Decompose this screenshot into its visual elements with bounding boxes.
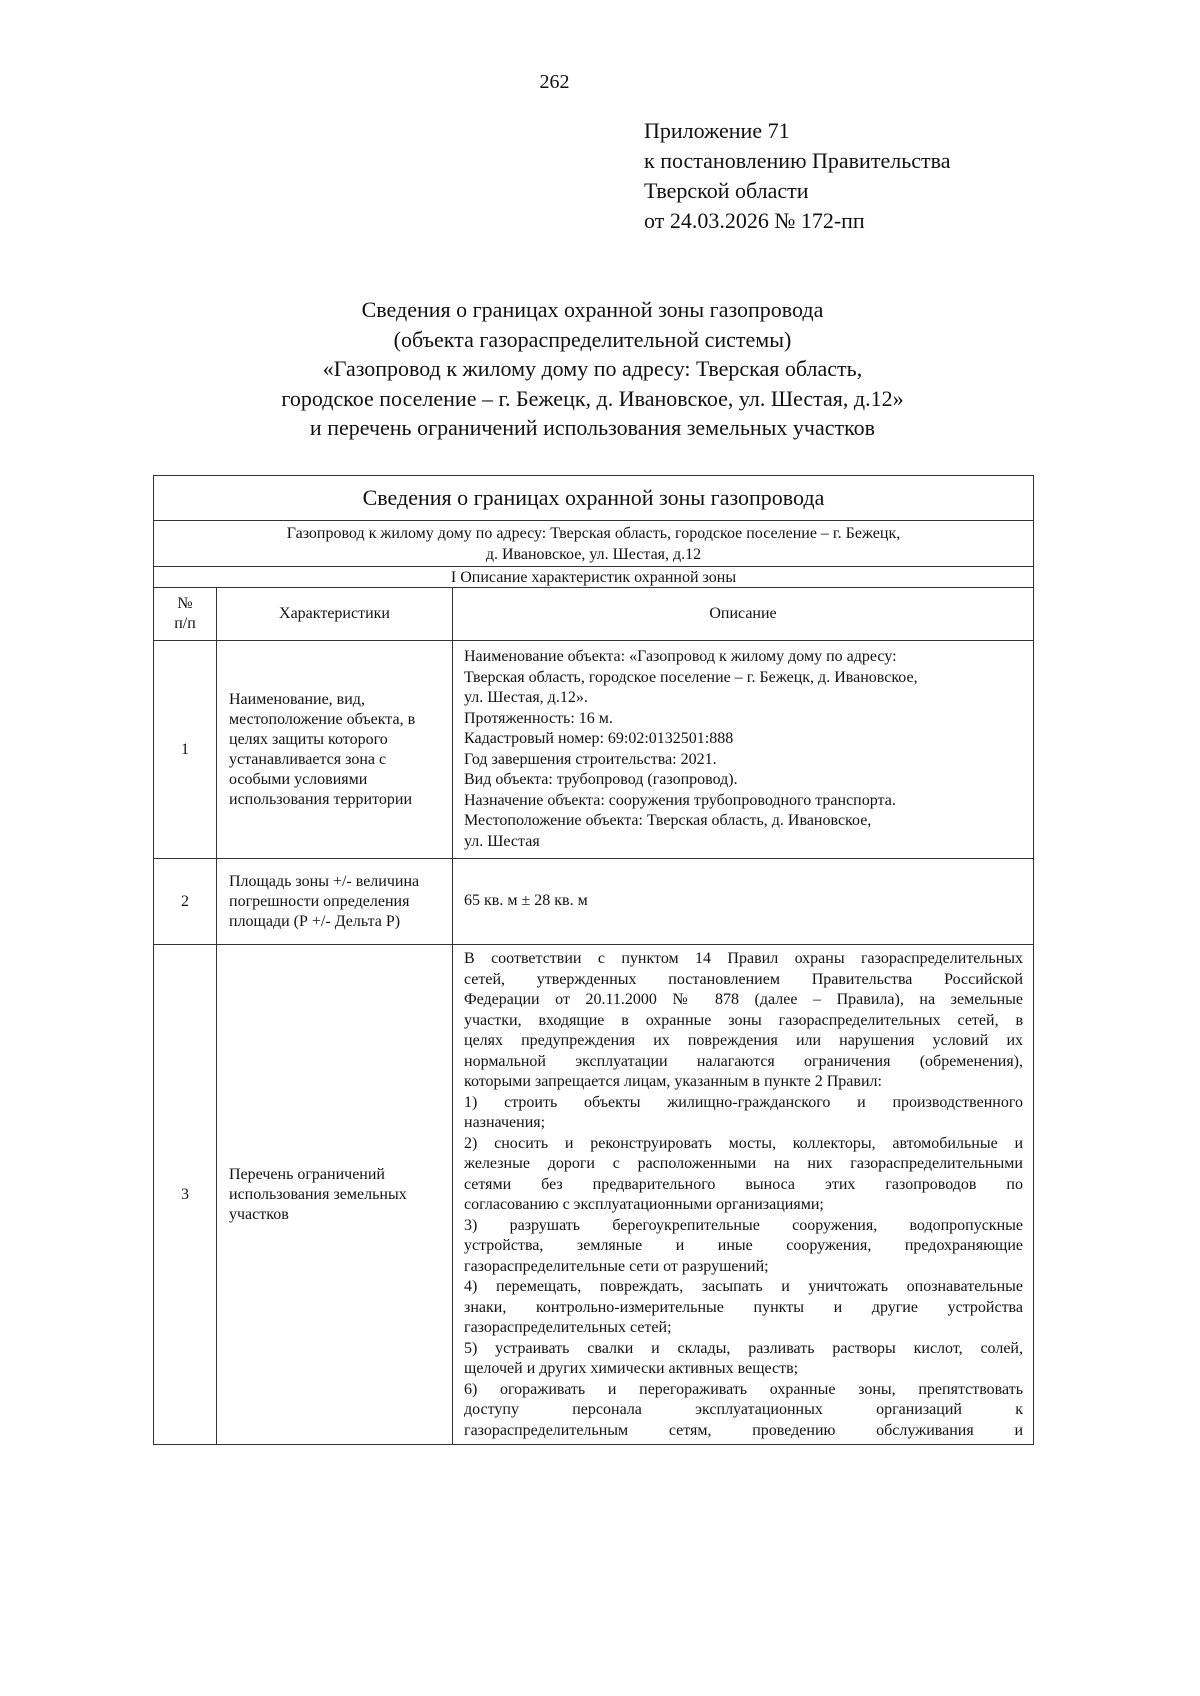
desc-line: 2) сносить и реконструировать мосты, коллекторы, автомобильные и	[464, 1134, 1023, 1152]
row-description: 65 кв. м ± 28 кв. м	[453, 859, 1034, 945]
title-line: «Газопровод к жилому дому по адресу: Тверская область,	[322, 356, 863, 381]
desc-line: ул. Шестая	[464, 832, 540, 850]
row-characteristic: Площадь зоны +/- величина погрешности определения площади (Р +/- Дельта Р)	[217, 859, 453, 945]
desc-line: 4) перемещать, повреждать, засыпать и уничтожать опознавательные	[464, 1278, 1023, 1295]
desc-line: Федерации от 20.11.2000 № 878 (далее – Правила), на земельные	[464, 991, 1023, 1008]
desc-line: 3) разрушать берегоукрепительные сооружения, водопропускные	[464, 1216, 1023, 1234]
desc-line: которыми запрещается лицам, указанным в пункте 2 Правил:	[464, 1073, 882, 1090]
desc-line: нормальной эксплуатации налагаются ограничения (обременения),	[464, 1052, 1023, 1070]
table-heading: Сведения о границах охранной зоны газопровода	[154, 476, 1034, 521]
desc-line: газораспределительных сетей;	[464, 1319, 672, 1336]
object-line: д. Ивановское, ул. Шестая, д.12	[485, 545, 702, 563]
table-row	[154, 641, 1034, 859]
desc-line: Наименование объекта: «Газопровод к жилому дому по адресу:	[464, 648, 897, 665]
desc-line: ул. Шестая, д.12».	[464, 689, 588, 706]
table-object-row	[154, 521, 1034, 567]
col-header-characteristics: Характеристики	[217, 588, 453, 641]
appendix-header	[644, 116, 950, 236]
col-number-symbol: №	[177, 595, 193, 612]
title-line: и перечень ограничений использования земельных участков	[309, 415, 876, 440]
col-header-description: Описание	[453, 588, 1034, 641]
desc-line: В соответствии с пунктом 14 Правил охраны газораспределительных	[464, 950, 1023, 967]
desc-line: участки, входящие в охранные зоны газораспределительных сетей, в	[464, 1011, 1023, 1029]
title-line: Сведения о границах охранной зоны газопровода	[361, 297, 824, 322]
appendix-line: Тверской области	[644, 178, 809, 203]
title-line: (объекта газораспределительной системы)	[393, 326, 792, 352]
section-title: I Описание характеристик охранной зоны	[154, 567, 1034, 588]
desc-line: 1) строить объекты жилищно-гражданского и производственного	[464, 1093, 1023, 1111]
appendix-line: от 24.03.2026 № 172-пп	[644, 208, 865, 233]
desc-line: целях предупреждения их повреждения или нарушения условий их	[464, 1032, 1023, 1049]
desc-line: назначения;	[464, 1114, 546, 1131]
object-line: Газопровод к жилому дому по адресу: Тверская область, городское поселение – г. Бежецк,	[286, 524, 901, 542]
desc-line: сетями без предварительного выноса этих газопроводов по	[464, 1175, 1023, 1193]
document-title	[150, 295, 1035, 443]
desc-line: устройства, земляные и иные сооружения, предохраняющие	[464, 1237, 1023, 1254]
desc-line: Назначение объекта: сооружения трубопроводного транспорта.	[464, 791, 896, 809]
table-object-name	[154, 521, 1034, 567]
desc-line: газораспределительным сетям, проведению обслуживания и	[464, 1421, 1023, 1439]
desc-line: доступу персонала эксплуатационных организаций к	[464, 1401, 1023, 1418]
appendix-line: Приложение 71	[644, 118, 790, 143]
table-row	[154, 859, 1034, 945]
desc-line: щелочей и других химически активных веществ;	[464, 1360, 799, 1377]
row-description	[453, 641, 1034, 859]
desc-line: 6) огораживать и перегораживать охранные зоны, препятствовать	[464, 1380, 1023, 1398]
table-heading-row	[154, 476, 1034, 521]
page-number: 262	[539, 71, 570, 93]
appendix-line: к постановлению Правительства	[644, 148, 951, 173]
desc-line: газораспределительные сети от разрушений;	[464, 1257, 769, 1275]
row-number: 1	[154, 641, 217, 859]
row-number: 3	[154, 945, 217, 1445]
row-number: 2	[154, 859, 217, 945]
desc-line: согласованию с эксплуатационными организациями;	[464, 1196, 824, 1213]
desc-line: Год завершения строительства: 2021.	[464, 750, 717, 768]
table-section-row	[154, 567, 1034, 588]
table-row	[154, 945, 1034, 1445]
desc-line: Вид объекта: трубопровод (газопровод).	[464, 771, 738, 788]
desc-line: Кадастровый номер: 69:02:0132501:888	[464, 730, 734, 747]
col-number-abbr: п/п	[174, 615, 196, 632]
col-header-number	[154, 588, 217, 641]
row-description	[453, 945, 1034, 1445]
desc-line: Тверская область, городское поселение – г. Бежецк, д. Ивановское,	[464, 668, 918, 686]
row-characteristic: Перечень ограничений использования земельных участков	[217, 945, 453, 1445]
desc-line: Местоположение объекта: Тверская область, д. Ивановское,	[464, 812, 872, 829]
desc-line: Протяженность: 16 м.	[464, 709, 613, 727]
desc-line: 5) устраивать свалки и склады, разливать растворы кислот, солей,	[464, 1339, 1023, 1357]
column-header-row	[154, 588, 1034, 641]
title-line: городское поселение – г. Бежецк, д. Ивановское, ул. Шестая, д.12»	[281, 385, 904, 411]
desc-line: сетей, утвержденных постановлением Правительства Российской	[464, 970, 1023, 988]
desc-line: знаки, контрольно-измерительные пункты и другие устройства	[464, 1298, 1023, 1316]
zone-table	[153, 475, 1034, 1445]
row-characteristic: Наименование, вид, местоположение объекта, в целях защиты которого устанавливается зона с особыми условиями использования территории	[217, 641, 453, 859]
desc-line: железные дороги с расположенными на них газораспределительными	[464, 1155, 1023, 1172]
